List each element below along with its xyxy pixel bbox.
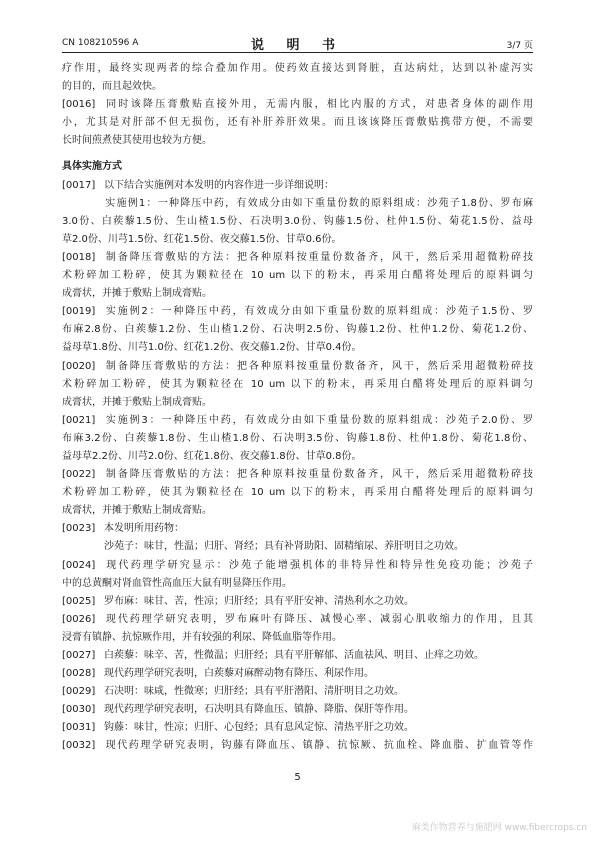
paragraph-first-line — [62, 611, 533, 629]
paragraph-number: [0024] — [62, 559, 96, 571]
section-heading: 具体实施方式 — [62, 161, 122, 173]
line-text: 本发明所用药物： — [104, 523, 184, 535]
page-number: 5 — [294, 772, 301, 783]
paragraph-first-line — [62, 358, 533, 376]
paragraph-line — [62, 575, 533, 593]
line-text: 3.0份、白蒺藜1.5份、生山楂1.5份、石决明3.0份、钩藤1.5份、杜仲1.5份、菊花1.5份、益母 — [62, 215, 533, 227]
paragraph-line — [62, 213, 533, 231]
paragraph-line — [62, 195, 533, 213]
line-text: 制备降压膏敷贴的方法：把各种原料按重量份数备齐，风干，然后采用超微粉碎技 — [104, 251, 533, 263]
line-text: 实施例2：一种降压中药，有效成分由如下重量份数的原料组成：沙苑子1.5份、罗 — [104, 306, 533, 318]
paragraph-line — [62, 60, 533, 78]
paragraph-first-line — [62, 647, 533, 665]
paragraph-first-line — [62, 412, 533, 430]
paragraph-line — [62, 285, 533, 303]
paragraph-line — [62, 502, 533, 520]
paragraph-first-line — [62, 683, 533, 701]
paragraph-number: [0016] — [62, 99, 96, 111]
line-text: 中的总黄酮对肾血管性高血压大鼠有明显降压作用。 — [62, 577, 292, 589]
line-text: 术粉碎加工粉碎，使其为颗粒径在 10 um 以下的粉末，再采用白醋将处理后的原料调匀 — [62, 487, 533, 499]
line-text: 石决明：味咸，性微寒；归肝经；具有平肝潜阳、清肝明目之功效。 — [104, 686, 404, 698]
paragraph-line — [62, 448, 533, 466]
paragraph-line — [62, 339, 533, 357]
paragraph-first-line — [62, 719, 533, 737]
paragraph-line — [62, 394, 533, 412]
line-text: 长时间煎煮使其使用也较为方便。 — [62, 135, 212, 147]
paragraph-first-line — [62, 249, 533, 267]
line-text: 益母草2.2份、川芎2.0份、红花1.8份、夜交藤1.8份、甘草0.8份。 — [62, 450, 362, 462]
paragraph-first-line — [62, 557, 533, 575]
paragraph-first-line — [62, 520, 533, 538]
paragraph-line — [62, 231, 533, 249]
paragraph-number: [0021] — [62, 414, 96, 426]
line-text: 白蒺藜：味辛、苦，性微温；归肝经；具有平肝解郁、活血祛风、明目、止痒之功效。 — [104, 650, 484, 661]
paragraph-line — [62, 114, 533, 132]
line-text: 现代药理学研究表明，石决明具有降血压、镇静、降脂、保肝等作用。 — [104, 704, 414, 716]
paragraph-number: [0023] — [62, 523, 96, 535]
paragraph-line — [62, 78, 533, 96]
watermark: 麻类作物营养与施肥网 www.fibercrops.cn — [411, 823, 587, 833]
line-text: 制备降压膏敷贴的方法：把各种原料按重量份数备齐，风干，然后采用超微粉碎技 — [104, 360, 533, 372]
paragraph-line — [62, 629, 533, 647]
paragraph-number: [0027] — [62, 650, 96, 661]
paragraph-first-line — [62, 96, 533, 114]
line-text: 浸膏有镇静、抗惊厥作用，并有较强的利尿、降低血脂等作用。 — [62, 631, 342, 643]
line-text: 的目的，而且起效快。 — [62, 81, 162, 93]
paragraph-number: [0019] — [62, 306, 96, 318]
paragraph-first-line — [62, 737, 533, 755]
line-text: 实施例3：一种降压中药，有效成分由如下重量份数的原料组成：沙苑子2.0份、罗 — [104, 414, 533, 426]
line-text: 成膏状，并摊于敷贴上制成膏贴。 — [62, 505, 212, 517]
line-text: 术粉碎加工粉碎，使其为颗粒径在 10 um 以下的粉末，再采用白醋将处理后的原料调匀 — [62, 378, 533, 390]
paragraph-line — [62, 484, 533, 502]
line-text: 现代药理学研究表明，钩藤有降血压、镇静、抗惊厥、抗血栓、降血脂、扩血管等作 — [104, 740, 533, 752]
line-text: 成膏状，并摊于敷贴上制成膏贴。 — [62, 288, 212, 300]
paragraph-line — [62, 376, 533, 394]
line-text: 现代药理学研究表明，罗布麻叶有降压、减慢心率、减弱心肌收缩力的作用，且其 — [104, 613, 533, 625]
paragraph-first-line — [62, 303, 533, 321]
paragraph-first-line — [62, 593, 533, 611]
paragraph-first-line — [62, 665, 533, 683]
paragraph-first-line — [62, 701, 533, 719]
paragraph-line — [62, 132, 533, 150]
line-text: 疗作用，最终实现两者的综合叠加作用。使药效直接达到肾脏，直达病灶，达到以补虚泻实 — [62, 63, 533, 74]
line-text: 现代药理学研究表明，白蒺藜对麻醉动物有降压、利尿作用。 — [104, 668, 374, 680]
line-text: 小，尤其是对肝部不但无损伤，还有补肝养肝效果。而且该该降压膏敷贴携带方便，不需要 — [62, 117, 533, 129]
paragraph-number: [0025] — [62, 595, 96, 607]
line-text: 布麻2.8份、白蒺藜1.2份、生山楂1.2份、石决明2.5份、钩藤1.2份、杜仲1.2份、菊花1.2份、 — [62, 324, 533, 336]
paragraph-line — [62, 538, 533, 556]
paragraph-number: [0020] — [62, 360, 96, 372]
line-text: 沙苑子：味甘，性温；归肝、肾经；具有补肾助阳、固精缩尿、养肝明目之功效。 — [104, 541, 464, 553]
paragraph-number: [0026] — [62, 613, 96, 625]
document-title: 说 明 书 — [250, 38, 345, 53]
paragraph-number: [0031] — [62, 722, 96, 734]
paragraph-number: [0022] — [62, 469, 96, 481]
paragraph-number: [0030] — [62, 704, 96, 716]
line-text: 罗布麻：味甘、苦，性凉；归肝经；具有平肝安神、清热利水之功效。 — [104, 595, 414, 607]
paragraph-line — [62, 321, 533, 339]
line-text: 现代药理学研究显示：沙苑子能增强机体的非特异性和特异性免疫功能；沙苑子 — [104, 559, 533, 571]
line-text: 制备降压膏敷贴的方法：把各种原料按重量份数备齐，风干，然后采用超微粉碎技 — [104, 469, 533, 481]
page-header — [62, 34, 533, 53]
paragraph-line — [62, 267, 533, 285]
header-rule — [62, 52, 533, 53]
line-text: 益母草1.8份、川芎1.0份、红花1.2份、夜交藤1.2份、甘草0.4份。 — [62, 342, 362, 354]
paragraph-line — [62, 430, 533, 448]
line-text: 术粉碎加工粉碎，使其为颗粒径在 10 um 以下的粉末，再采用白醋将处理后的原料调匀 — [62, 270, 533, 282]
paragraph-first-line — [62, 177, 533, 195]
line-text: 同时该降压膏敷贴直接外用，无需内服，相比内服的方式，对患者身体的副作用 — [104, 99, 533, 111]
line-text: 布麻3.2份、白蒺藜1.8份、生山楂1.8份、石决明3.5份、钩藤1.8份、杜仲1.8份、菊花1.8份、 — [62, 432, 533, 444]
paragraph-number: [0018] — [62, 251, 96, 263]
paragraph-first-line — [62, 466, 533, 484]
page-indicator: 3/7 页 — [506, 41, 533, 51]
paragraph-number: [0032] — [62, 740, 96, 752]
line-text: 以下结合实施例对本发明的内容作进一步详细说明： — [104, 179, 334, 191]
paragraph-number: [0029] — [62, 686, 96, 698]
document-body — [62, 60, 533, 756]
paragraph-number: [0017] — [62, 179, 96, 191]
paragraph-number: [0028] — [62, 668, 96, 680]
line-text: 草2.0份、川芎1.5份、红花1.5份、夜交藤1.5份、甘草0.6份。 — [62, 233, 342, 245]
line-text: 钩藤：味甘，性凉；归肝、心包经；具有息风定惊、清热平肝之功效。 — [104, 722, 414, 734]
line-text: 实施例1：一种降压中药，有效成分由如下重量份数的原料组成：沙苑子1.8份、罗布麻 — [104, 197, 533, 209]
patent-number: CN 108210596 A — [62, 38, 139, 48]
line-text: 成膏状，并摊于敷贴上制成膏贴。 — [62, 396, 212, 408]
